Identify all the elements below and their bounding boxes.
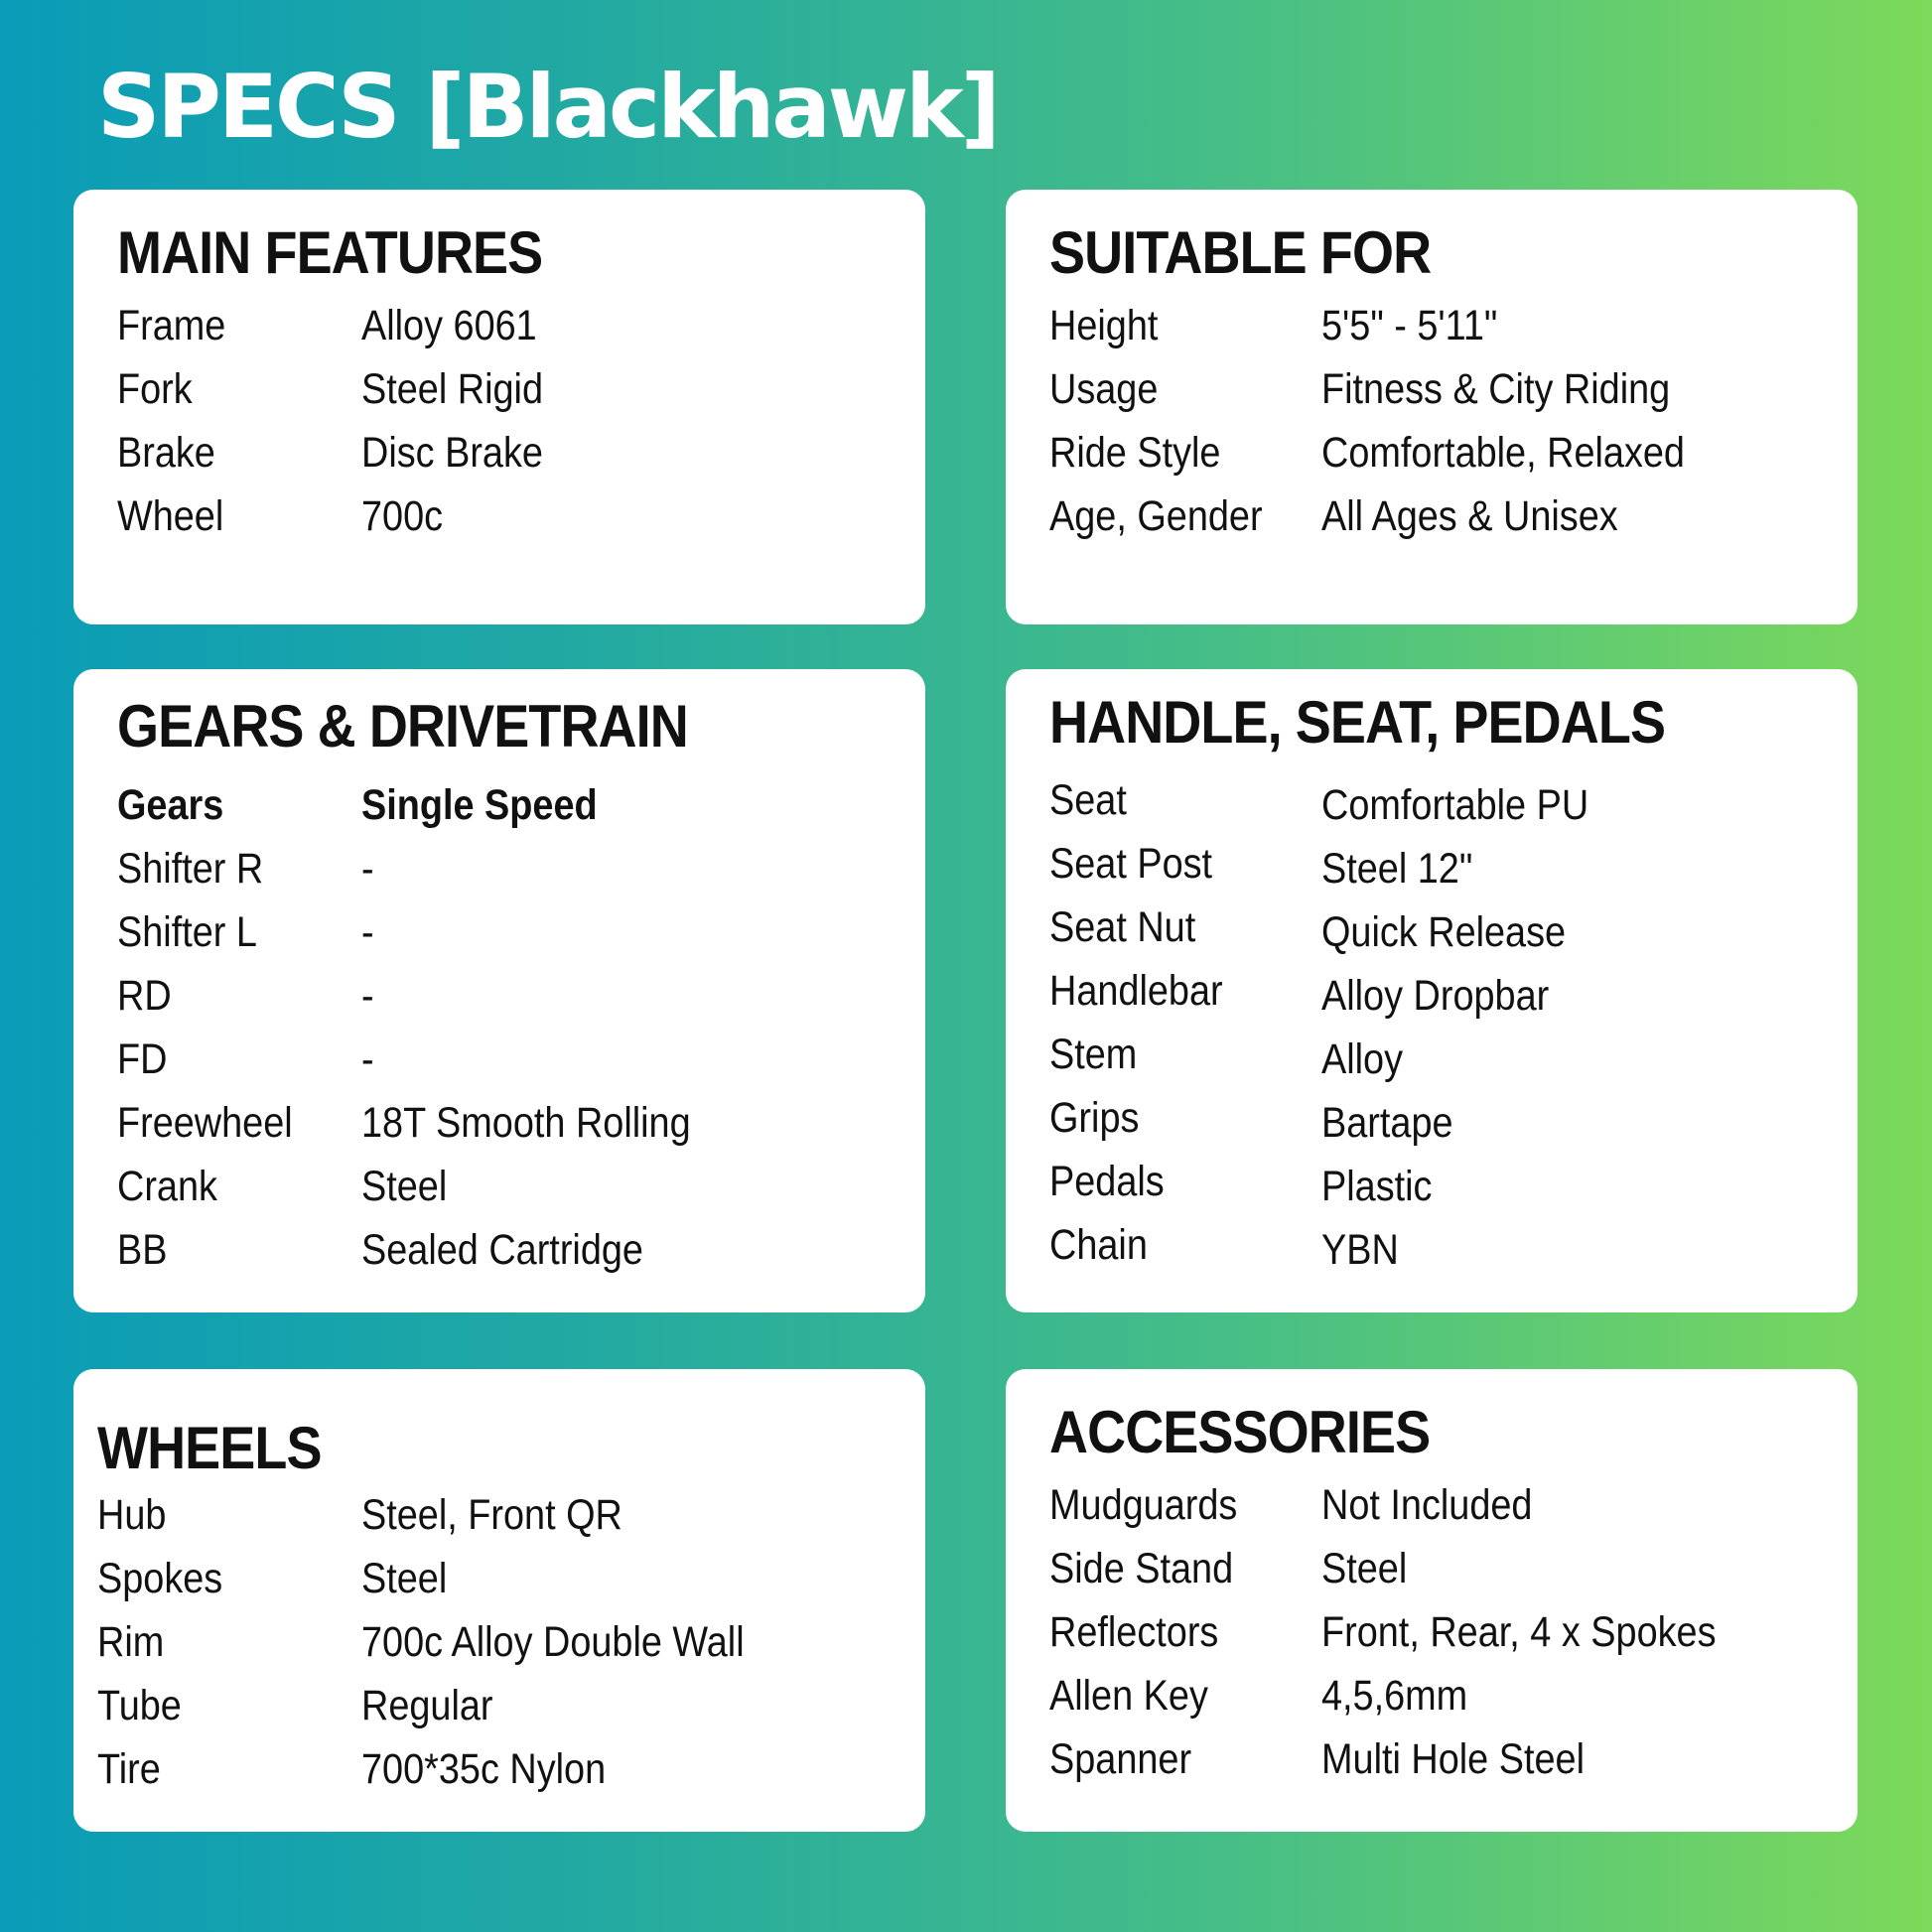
spec-value: 4,5,6mm [1321,1672,1468,1720]
page-title: SPECS [Blackhawk] [97,56,998,158]
spec-value: Plastic [1321,1163,1433,1210]
spec-label: Stem [1049,1031,1138,1078]
accessories-card [1006,1369,1858,1832]
spec-value: Steel [361,1163,448,1210]
spec-label: Age, Gender [1049,492,1263,540]
spec-label: Spokes [97,1555,223,1602]
spec-label: Allen Key [1049,1672,1208,1720]
spec-value: Alloy [1321,1035,1404,1083]
spec-label: Rim [97,1618,165,1666]
spec-value: Regular [361,1682,493,1729]
spec-label: Tube [97,1682,182,1729]
spec-label: Chain [1049,1221,1148,1269]
spec-value: Comfortable, Relaxed [1321,429,1685,477]
spec-value: Sealed Cartridge [361,1226,643,1274]
spec-value: - [361,845,374,893]
spec-value: Quick Release [1321,908,1567,956]
wheels-card [73,1369,925,1832]
spec-value: Steel [361,1555,448,1602]
spec-label: Frame [117,302,226,349]
spec-label: Crank [117,1163,217,1210]
spec-value: Single Speed [361,781,598,829]
spec-value: - [361,1035,374,1083]
spec-label: Side Stand [1049,1545,1234,1592]
spec-value: Disc Brake [361,429,543,477]
spec-label: Usage [1049,365,1159,413]
spec-label: Seat Post [1049,840,1213,888]
spec-value: Steel Rigid [361,365,543,413]
spec-value: Alloy 6061 [361,302,537,349]
spec-value: Multi Hole Steel [1321,1735,1586,1783]
spec-label: RD [117,972,172,1020]
accessories-title: ACCESSORIES [1049,1399,1431,1465]
spec-label: Tire [97,1745,161,1793]
spec-label: Fork [117,365,193,413]
spec-label: Gears [117,781,224,829]
gears-drivetrain-title: GEARS & DRIVETRAIN [117,693,688,759]
spec-label: Shifter R [117,845,264,893]
spec-label: Seat Nut [1049,903,1196,951]
spec-value: - [361,972,374,1020]
spec-value: Steel [1321,1545,1408,1592]
spec-label: Spanner [1049,1735,1192,1783]
spec-value: Fitness & City Riding [1321,365,1671,413]
gears-drivetrain-card [73,669,925,1312]
spec-value: 5'5" - 5'11" [1321,302,1498,349]
spec-label: Height [1049,302,1159,349]
spec-label: Wheel [117,492,224,540]
spec-label: Seat [1049,776,1127,824]
spec-label: Hub [97,1491,167,1539]
spec-value: 18T Smooth Rolling [361,1099,691,1147]
handle-seat-pedals-card [1006,669,1858,1312]
main-features-title: MAIN FEATURES [117,219,543,286]
suitable-for-card [1006,190,1858,624]
spec-label: Reflectors [1049,1608,1219,1656]
spec-label: FD [117,1035,168,1083]
spec-label: Freewheel [117,1099,293,1147]
spec-value: All Ages & Unisex [1321,492,1618,540]
spec-label: Brake [117,429,215,477]
spec-label: Handlebar [1049,967,1223,1015]
spec-value: Bartape [1321,1099,1453,1147]
spec-label: Pedals [1049,1158,1165,1205]
spec-label: Grips [1049,1094,1140,1142]
main-features-card [73,190,925,624]
spec-value: Comfortable PU [1321,781,1589,829]
spec-value: Steel 12" [1321,845,1473,893]
spec-label: Shifter L [117,908,257,956]
suitable-for-title: SUITABLE FOR [1049,219,1432,286]
spec-value: 700c Alloy Double Wall [361,1618,745,1666]
spec-value: 700*35c Nylon [361,1745,607,1793]
spec-label: Mudguards [1049,1481,1238,1529]
spec-value: 700c [361,492,444,540]
spec-value: Front, Rear, 4 x Spokes [1321,1608,1717,1656]
spec-value: Alloy Dropbar [1321,972,1550,1020]
handle-seat-pedals-title: HANDLE, SEAT, PEDALS [1049,689,1666,756]
spec-value: Steel, Front QR [361,1491,622,1539]
spec-value: Not Included [1321,1481,1533,1529]
wheels-title: WHEELS [97,1415,322,1481]
spec-label: Ride Style [1049,429,1221,477]
spec-value: - [361,908,374,956]
spec-label: BB [117,1226,168,1274]
spec-value: YBN [1321,1226,1399,1274]
